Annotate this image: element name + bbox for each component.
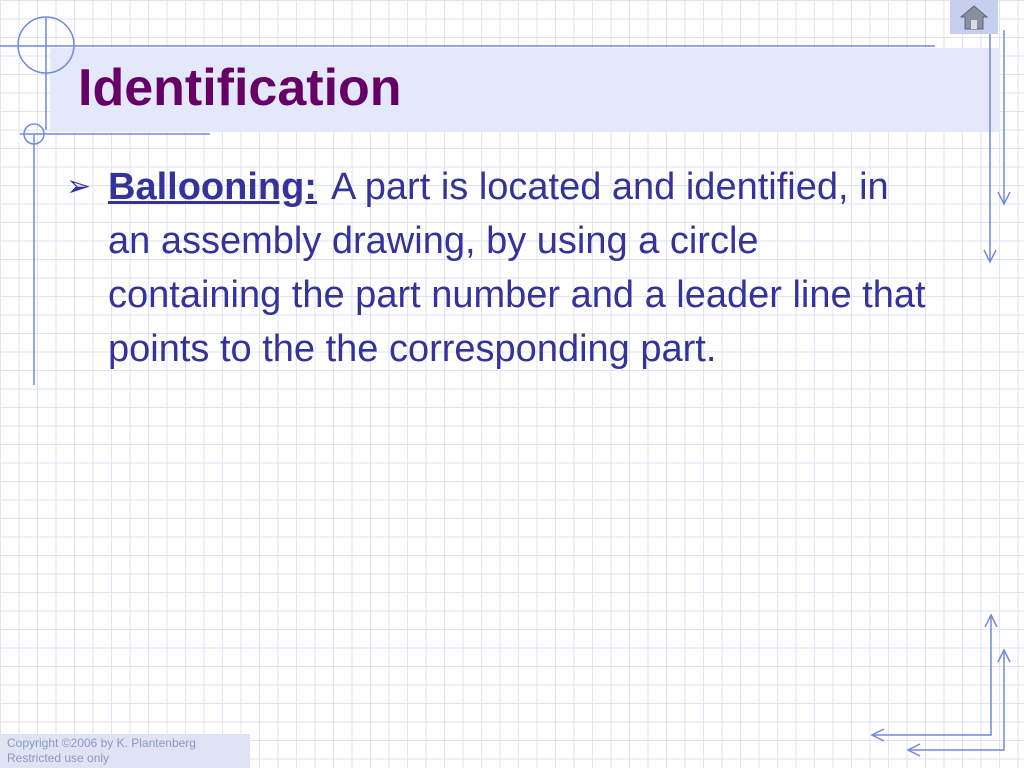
copyright-footer bbox=[0, 734, 250, 768]
home-icon bbox=[959, 3, 989, 31]
bullet-item bbox=[66, 160, 936, 376]
footer-line-2: Restricted use only bbox=[7, 751, 110, 765]
bullet-text bbox=[108, 160, 936, 376]
home-button[interactable] bbox=[950, 0, 998, 34]
arrow-bullet-icon: ➢ bbox=[66, 170, 92, 203]
footer-line-1: Copyright ©2006 by K. Plantenberg bbox=[7, 736, 196, 750]
slide-title: Identification bbox=[78, 59, 402, 117]
bullet-body: A part is located and identified, in an assembly drawing, by using a circle containing the part number and a leader line that points to the the corresponding part. bbox=[108, 166, 926, 370]
bullet-term: Ballooning: bbox=[108, 166, 317, 208]
